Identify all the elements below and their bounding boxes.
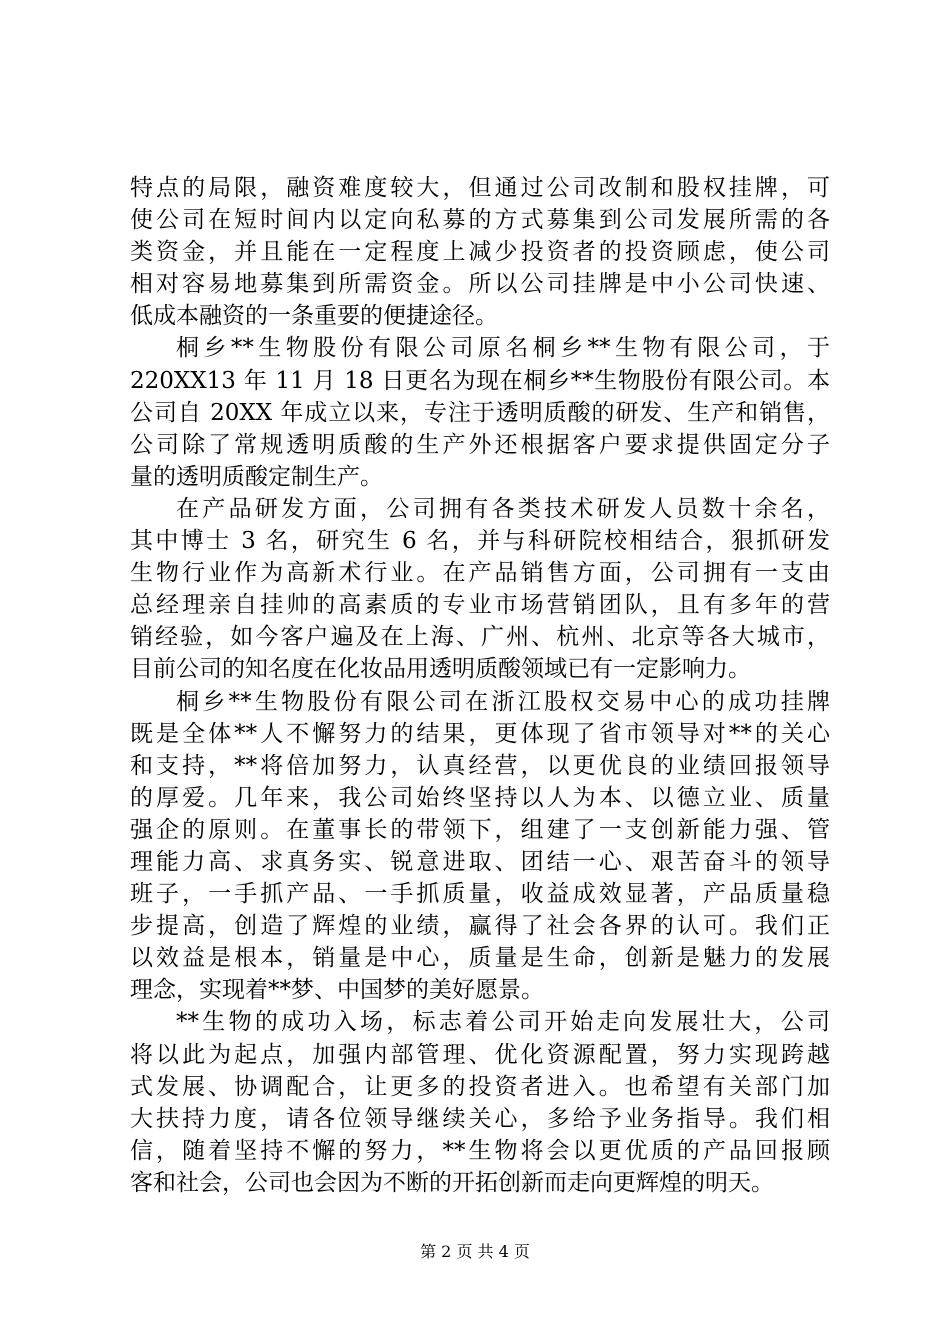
document-body (130, 172, 830, 1199)
paragraph (130, 172, 830, 332)
text-line: 大扶持力度，请各位领导继续关心，多给予业务指导。我们相 (130, 1105, 830, 1132)
text-line: 以效益是根本，销量是中心，质量是生命，创新是魅力的发展 (130, 945, 830, 972)
text-line: 低成本融资的一条重要的便捷途径。 (130, 303, 498, 330)
text-line: 的厚爱。几年来，我公司始终坚持以人为本、以德立业、质量 (130, 784, 830, 811)
text-line: 理能力高、求真务实、锐意进取、团结一心、艰苦奋斗的领导 (130, 848, 830, 875)
text-line: 桐乡**生物股份有限公司在浙江股权交易中心的成功挂牌 (176, 688, 830, 715)
page-footer: 第 2 页 共 4 页 (420, 1242, 530, 1261)
paragraph (130, 1006, 830, 1199)
paragraph (130, 686, 830, 1007)
text-line: 使公司在短时间内以定向私募的方式募集到公司发展所需的各 (130, 207, 830, 234)
text-line: 式发展、协调配合，让更多的投资者进入。也希望有关部门加 (130, 1073, 830, 1100)
text-line: 和支持，**将倍加努力，认真经营，以更优良的业绩回报领导 (130, 752, 830, 779)
text-line: 信，随着坚持不懈的努力，**生物将会以更优质的产品回报顾 (130, 1137, 830, 1164)
text-line: 目前公司的知名度在化妆品用透明质酸领域已有一定影响力。 (130, 656, 751, 683)
text-line: 既是全体**人不懈努力的结果，更体现了省市领导对**的关心 (130, 720, 830, 747)
text-line: **生物的成功入场，标志着公司开始走向发展壮大，公司 (176, 1009, 830, 1036)
paragraph (130, 493, 830, 686)
text-line: 理念，实现着**梦、中国梦的美好愿景。 (130, 977, 544, 1004)
text-line: 其中博士 3 名，研究生 6 名，并与科研院校相结合，狠抓研发 (130, 528, 830, 555)
text-line: 220XX13 年 11 月 18 日更名为现在桐乡**生物股份有限公司。本 (130, 367, 830, 394)
text-line: 在产品研发方面，公司拥有各类技术研发人员数十余名， (176, 495, 830, 522)
text-line: 将以此为起点，加强内部管理、优化资源配置，努力实现跨越 (130, 1041, 830, 1068)
text-line: 公司自 20XX 年成立以来，专注于透明质酸的研发、生产和销售， (130, 399, 830, 426)
text-line: 强企的原则。在董事长的带领下，组建了一支创新能力强、管 (130, 816, 830, 843)
paragraph (130, 332, 830, 492)
text-line: 班子，一手抓产品、一手抓质量，收益成效显著，产品质量稳 (130, 881, 830, 908)
text-line: 类资金，并且能在一定程度上减少投资者的投资顾虑，使公司 (130, 239, 830, 266)
text-line: 特点的局限，融资难度较大，但通过公司改制和股权挂牌，可 (130, 175, 830, 201)
text-line: 总经理亲自挂帅的高素质的专业市场营销团队，且有多年的营 (130, 592, 830, 619)
text-line: 公司除了常规透明质酸的生产外还根据客户要求提供固定分子 (130, 431, 830, 458)
text-line: 量的透明质酸定制生产。 (130, 463, 383, 490)
text-line: 销经验，如今客户遍及在上海、广州、杭州、北京等各大城市， (130, 624, 830, 651)
text-line: 客和社会，公司也会因为不断的开拓创新而走向更辉煌的明天。 (130, 1169, 774, 1196)
text-line: 生物行业作为高新术行业。在产品销售方面，公司拥有一支由 (130, 560, 830, 587)
text-line: 相对容易地募集到所需资金。所以公司挂牌是中小公司快速、 (130, 271, 830, 298)
text-line: 步提高，创造了辉煌的业绩，赢得了社会各界的认可。我们正 (130, 913, 830, 940)
text-line: 桐乡**生物股份有限公司原名桐乡**生物有限公司，于 (176, 335, 830, 362)
